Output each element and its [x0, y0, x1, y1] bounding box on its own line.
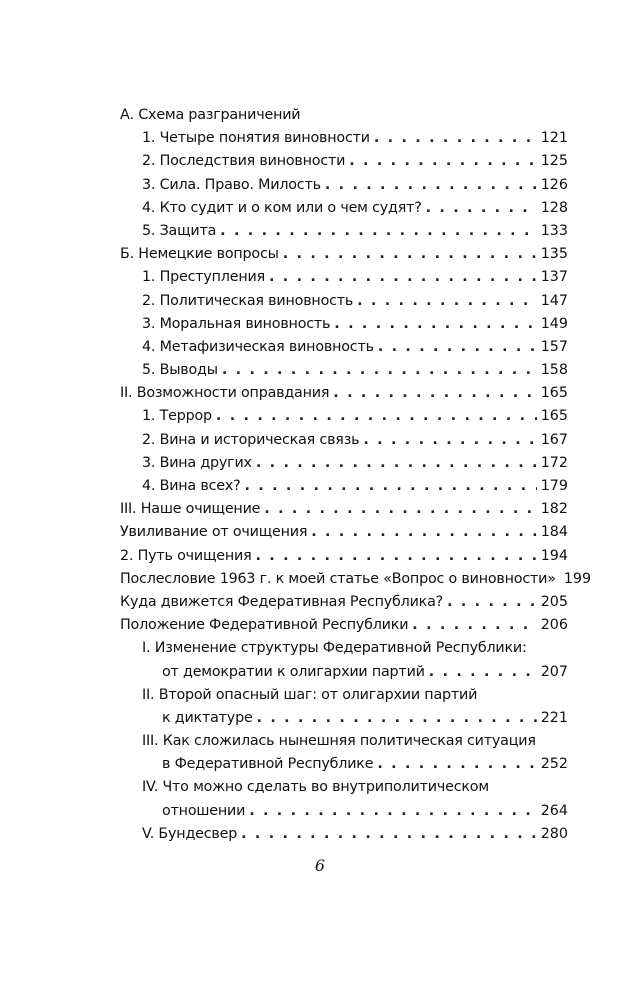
dot-leader — [334, 313, 536, 336]
toc-entry-page: 158 — [540, 362, 568, 379]
dot-leader — [374, 127, 537, 150]
toc-entry-page: 184 — [540, 524, 568, 541]
toc-entry-page: 199 — [563, 570, 592, 587]
toc-entry-page: 252 — [540, 756, 568, 773]
toc-entry-page: 194 — [540, 547, 568, 564]
toc-entry-page: 280 — [540, 825, 568, 842]
toc-entry — [120, 382, 568, 405]
toc-entry — [120, 174, 568, 197]
toc-entry — [120, 359, 568, 382]
toc-entry — [120, 614, 568, 637]
toc-entry-page: 125 — [540, 153, 568, 170]
dot-leader — [283, 243, 537, 266]
toc-entry — [120, 197, 568, 220]
toc-entry-title: III. Наше очищение — [120, 501, 261, 518]
dot-leader — [256, 452, 537, 475]
toc-entry-page: 157 — [540, 338, 568, 355]
toc-entry-title: 2. Вина и историческая связь — [142, 431, 360, 448]
toc-entry-title: 2. Путь очищения — [120, 547, 252, 564]
toc-entry-page: 147 — [540, 292, 568, 309]
toc-entry — [120, 243, 568, 266]
toc-entry-page: 135 — [540, 246, 568, 263]
toc-entry-title: 2. Политическая виновность — [142, 292, 354, 309]
toc-entry — [120, 475, 568, 498]
toc-entry — [120, 800, 568, 823]
dot-leader — [244, 475, 536, 498]
toc-entry-title: 5. Выводы — [142, 362, 218, 379]
toc-entry-page: 149 — [540, 315, 568, 332]
dot-leader — [377, 753, 536, 776]
toc-entry-page: 137 — [540, 269, 568, 286]
dot-leader — [325, 174, 537, 197]
toc-entry-page: 128 — [540, 199, 568, 216]
toc-entry-title: II. Второй опасный шаг: от олигархии партий — [142, 686, 478, 703]
toc-entry-title: 4. Кто судит и о ком или о чем судят? — [142, 199, 422, 216]
toc-entry-title: Куда движется Федеративная Республика? — [120, 593, 444, 610]
toc-entry-title: к диктатуре — [162, 709, 253, 726]
toc-entry-title: III. Как сложилась нынешняя политическая ситуация — [142, 733, 536, 750]
toc-entry-page: 165 — [540, 408, 568, 425]
dot-leader — [264, 498, 536, 521]
toc-entry-page: 165 — [540, 385, 568, 402]
table-of-contents — [120, 104, 592, 846]
toc-entry-page: 133 — [540, 222, 568, 239]
toc-entry-title: 1. Четыре понятия виновности — [142, 130, 370, 147]
dot-leader — [255, 545, 536, 568]
toc-entry-title: 5. Защита — [142, 222, 217, 239]
toc-entry — [120, 290, 568, 313]
dot-leader — [426, 197, 537, 220]
toc-entry — [120, 776, 568, 799]
toc-entry — [120, 730, 568, 753]
toc-entry-page: 172 — [540, 454, 568, 471]
dot-leader — [257, 707, 537, 730]
toc-entry-page: 179 — [540, 478, 568, 494]
toc-entry — [120, 266, 568, 289]
dot-leader — [378, 336, 537, 359]
toc-entry-page: 126 — [540, 176, 568, 193]
toc-entry-page: 205 — [540, 593, 568, 610]
toc-entry-title: I. Изменение структуры Федеративной Республики: — [142, 640, 527, 657]
toc-entry-title: 4. Вина всех? — [142, 478, 241, 494]
toc-entry-title: в Федеративной Республике — [162, 756, 374, 773]
dot-leader — [249, 800, 537, 823]
toc-entry-page: 206 — [540, 617, 568, 634]
dot-leader — [241, 823, 537, 846]
toc-entry-title: V. Бундесвер — [142, 825, 238, 842]
toc-entry-page: 221 — [540, 709, 568, 726]
toc-entry-title: 4. Метафизическая виновность — [142, 338, 374, 355]
page-number: 6 — [314, 856, 326, 875]
toc-entry — [120, 521, 568, 544]
toc-entry — [120, 498, 568, 521]
toc-entry — [120, 429, 568, 452]
toc-entry — [120, 405, 568, 428]
toc-entry — [120, 545, 568, 568]
toc-entry-title: от демократии к олигархии партий — [162, 663, 425, 680]
toc-entry-title: Положение Федеративной Республики — [120, 617, 409, 634]
dot-leader — [333, 382, 536, 405]
toc-entry-title: Б. Немецкие вопросы — [120, 246, 279, 263]
toc-entry-page: 182 — [540, 501, 568, 518]
dot-leader — [357, 290, 537, 313]
toc-entry — [120, 127, 568, 150]
toc-entry-title: 3. Вина других — [142, 454, 252, 471]
toc-entry-title: А. Схема разграничений — [120, 107, 301, 123]
toc-entry-page: 264 — [540, 802, 568, 819]
toc-entry — [120, 661, 568, 684]
dot-leader — [269, 266, 537, 289]
toc-entry — [120, 823, 568, 846]
dot-leader — [363, 429, 536, 452]
toc-entry-page: 167 — [540, 431, 568, 448]
toc-entry — [120, 753, 568, 776]
dot-leader — [349, 150, 536, 173]
toc-entry-page: 121 — [540, 130, 568, 147]
toc-entry-title: 2. Последствия виновности — [142, 153, 346, 170]
toc-entry-title: отношении — [162, 802, 246, 819]
toc-entry — [120, 104, 568, 127]
toc-entry-title: IV. Что можно сделать во внутриполитическом — [142, 779, 489, 796]
toc-entry — [120, 637, 568, 660]
dot-leader — [429, 661, 537, 684]
toc-entry — [120, 684, 568, 707]
toc-entry — [120, 220, 568, 243]
toc-entry — [120, 313, 568, 336]
toc-entry — [120, 336, 568, 359]
toc-entry-page: 207 — [540, 663, 568, 680]
toc-entry-title: 3. Моральная виновность — [142, 315, 331, 332]
dot-leader — [412, 614, 536, 637]
toc-entry — [120, 150, 568, 173]
toc-entry-title: 1. Преступления — [142, 269, 265, 286]
toc-entry-title: Увиливание от очищения — [120, 524, 308, 541]
toc-entry-title: 3. Сила. Право. Милость — [142, 176, 321, 193]
toc-entry-title: Послесловие 1963 г. к моей статье «Вопрос о виновности» — [120, 570, 556, 587]
dot-leader — [447, 591, 537, 614]
dot-leader — [222, 359, 537, 382]
dot-leader — [220, 220, 537, 243]
toc-entry — [120, 452, 568, 475]
toc-entry — [120, 568, 592, 591]
toc-entry-title: II. Возможности оправдания — [120, 385, 330, 402]
dot-leader — [311, 521, 536, 544]
dot-leader — [216, 405, 537, 428]
toc-entry — [120, 591, 568, 614]
toc-entry — [120, 707, 568, 730]
toc-entry-title: 1. Террор — [142, 408, 212, 425]
